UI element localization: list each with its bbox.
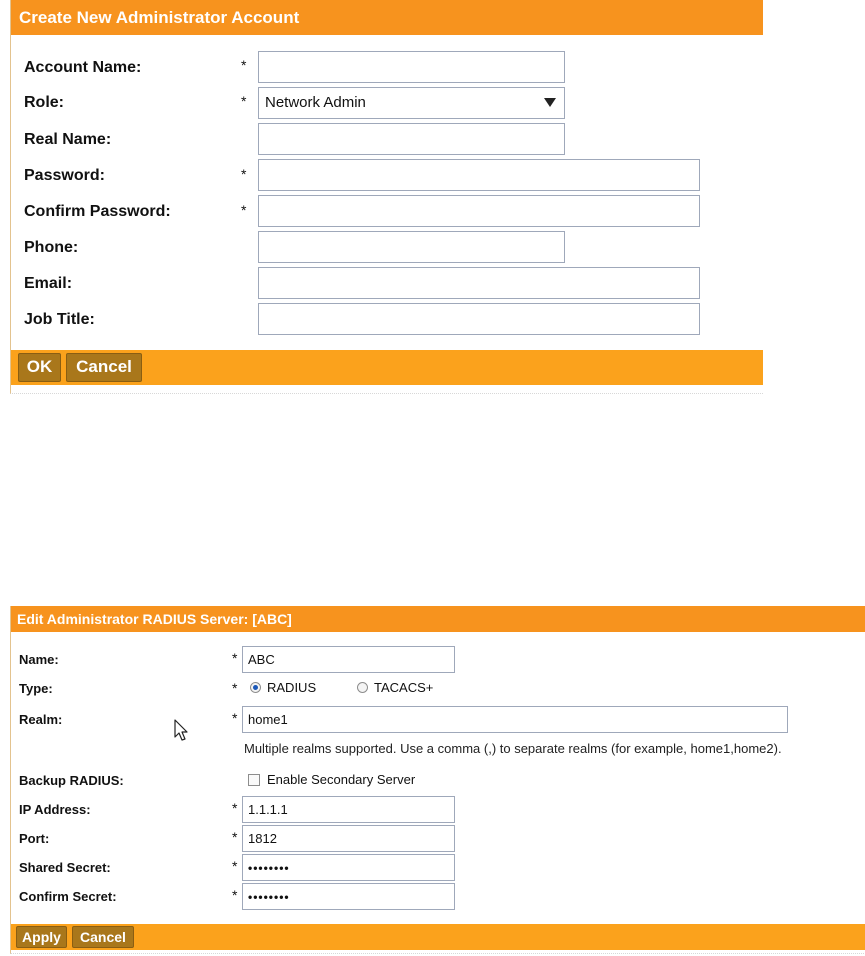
enable-secondary-label: Enable Secondary Server bbox=[267, 772, 416, 787]
create-admin-dialog bbox=[10, 0, 763, 394]
port-label: Port: bbox=[19, 831, 50, 846]
name-label: Name: bbox=[19, 652, 59, 667]
apply-button[interactable]: Apply bbox=[16, 926, 67, 948]
confirm-secret-input[interactable] bbox=[242, 883, 455, 910]
ip-address-input[interactable] bbox=[242, 796, 455, 823]
radius-radio[interactable] bbox=[250, 682, 261, 693]
account-name-label: Account Name: bbox=[24, 59, 142, 76]
phone-input[interactable] bbox=[258, 231, 565, 263]
confirm-password-label: Confirm Password: bbox=[24, 203, 171, 220]
cancel-button[interactable]: Cancel bbox=[72, 926, 134, 948]
shared-secret-input[interactable] bbox=[242, 854, 455, 881]
dialog-header bbox=[11, 606, 865, 632]
shared-secret-mask: •••••••• bbox=[248, 861, 290, 875]
job-title-label: Job Title: bbox=[24, 311, 95, 328]
ok-button[interactable]: OK bbox=[18, 353, 61, 382]
job-title-input[interactable] bbox=[258, 303, 700, 335]
required-marker: * bbox=[232, 650, 238, 666]
name-input[interactable] bbox=[242, 646, 455, 673]
dialog-footer bbox=[11, 350, 763, 385]
shared-secret-label: Shared Secret: bbox=[19, 860, 111, 875]
required-marker: * bbox=[232, 800, 238, 816]
required-marker: * bbox=[232, 829, 238, 845]
type-label: Type: bbox=[19, 681, 53, 696]
dialog-footer bbox=[11, 924, 865, 950]
required-marker: * bbox=[241, 93, 247, 109]
confirm-password-input[interactable] bbox=[258, 195, 700, 227]
backup-radius-label: Backup RADIUS: bbox=[19, 773, 124, 788]
radius-option-label: RADIUS bbox=[267, 680, 317, 695]
cancel-button[interactable]: Cancel bbox=[66, 353, 142, 382]
real-name-input[interactable] bbox=[258, 123, 565, 155]
email-input[interactable] bbox=[258, 267, 700, 299]
port-input[interactable] bbox=[242, 825, 455, 852]
realm-hint: Multiple realms supported. Use a comma (,) to separate realms (for example, home1,home2). bbox=[244, 741, 782, 756]
edit-radius-dialog bbox=[10, 606, 865, 954]
dialog-header bbox=[11, 0, 763, 35]
chevron-down-icon bbox=[544, 98, 556, 107]
account-name-input[interactable] bbox=[258, 51, 565, 83]
real-name-label: Real Name: bbox=[24, 131, 112, 148]
password-label: Password: bbox=[24, 167, 105, 184]
realm-label: Realm: bbox=[19, 712, 63, 727]
confirm-secret-label: Confirm Secret: bbox=[19, 889, 117, 904]
mouse-pointer-icon bbox=[174, 719, 190, 743]
dialog-title: Create New Administrator Account bbox=[19, 8, 300, 27]
required-marker: * bbox=[241, 57, 247, 73]
role-label: Role: bbox=[24, 94, 64, 111]
tacacs-radio[interactable] bbox=[357, 682, 368, 693]
role-select-value: Network Admin bbox=[265, 94, 366, 111]
phone-label: Phone: bbox=[24, 239, 79, 256]
role-select[interactable] bbox=[258, 87, 565, 119]
dialog-title: Edit Administrator RADIUS Server: [ABC] bbox=[17, 611, 292, 627]
required-marker: * bbox=[232, 710, 238, 726]
required-marker: * bbox=[241, 166, 247, 182]
realm-input[interactable] bbox=[242, 706, 788, 733]
required-marker: * bbox=[232, 680, 238, 696]
tacacs-option-label: TACACS+ bbox=[374, 680, 434, 695]
required-marker: * bbox=[232, 858, 238, 874]
required-marker: * bbox=[241, 202, 247, 218]
confirm-secret-mask: •••••••• bbox=[248, 890, 290, 904]
email-label: Email: bbox=[24, 275, 73, 292]
ip-address-label: IP Address: bbox=[19, 802, 91, 817]
required-marker: * bbox=[232, 887, 238, 903]
enable-secondary-checkbox[interactable] bbox=[248, 774, 260, 786]
password-input[interactable] bbox=[258, 159, 700, 191]
